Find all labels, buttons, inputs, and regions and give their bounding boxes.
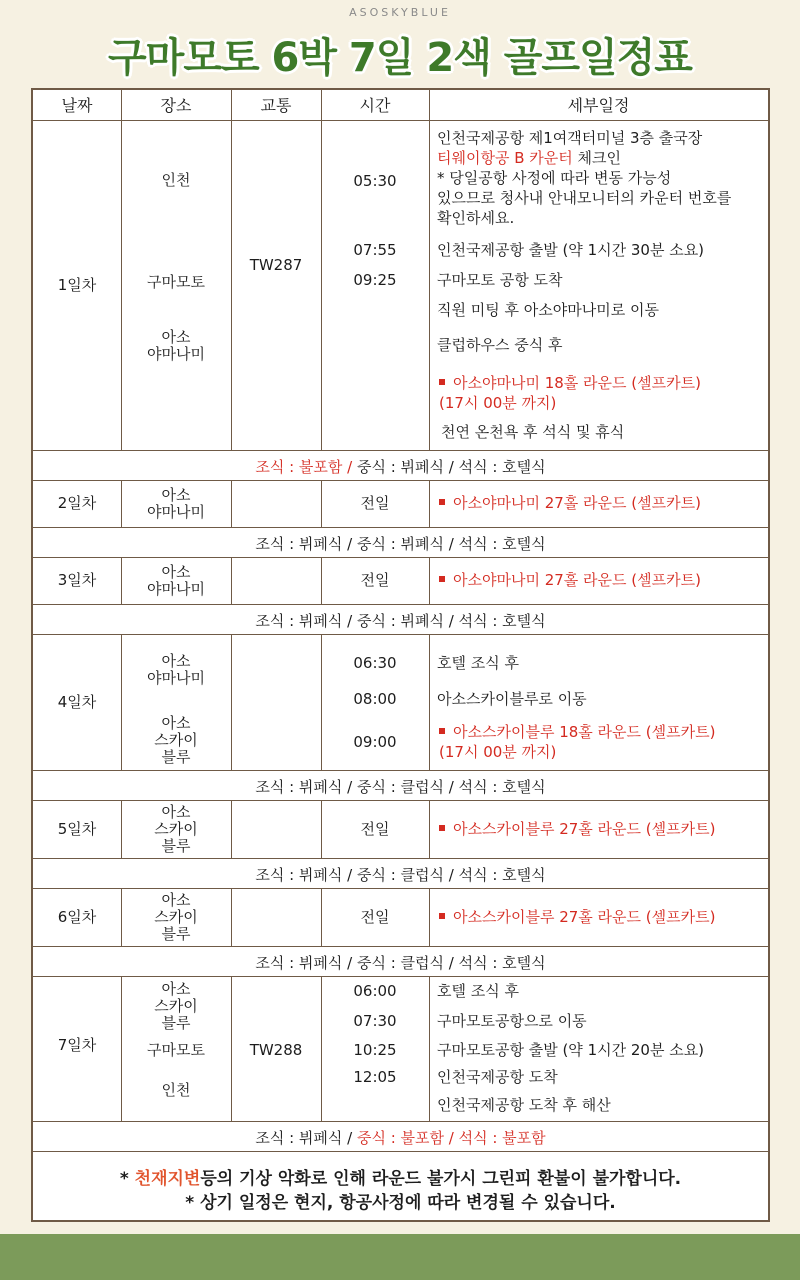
- header-place: 장소: [160, 95, 192, 115]
- day4-place-2: 아소 스카이 블루: [154, 713, 198, 766]
- day2-meal: 조식 : 뷔페식 / 중식 : 뷔폐식 / 석식 : 호텔식: [255, 535, 546, 553]
- day2-detail: 아소야마나미 27홀 라운드 (셀프카트): [439, 493, 701, 513]
- day4-time-1: 06:30: [353, 653, 397, 672]
- day1-place-incheon: 인천: [161, 170, 191, 189]
- day4-time-3: 09:00: [353, 732, 397, 751]
- day5-detail: 아소스카이블루 27홀 라운드 (셀프카트): [439, 819, 715, 839]
- day1-detail-6: 클럽하우스 중식 후: [437, 336, 563, 354]
- day7-time-2: 07:30: [353, 1011, 397, 1030]
- brand-watermark: ASOSKYBLUE: [349, 6, 451, 19]
- day1-label: 1일차: [57, 275, 97, 294]
- day2-time: 전일: [360, 494, 390, 512]
- day4-time-2: 08:00: [353, 689, 397, 708]
- day7-place-2: 구마모토: [147, 1040, 205, 1059]
- day3-meal: 조식 : 뷔페식 / 중식 : 뷔폐식 / 석식 : 호텔식: [255, 612, 546, 630]
- day2-place: 아소 야마나미: [147, 485, 205, 521]
- day1-detail-note: * 당일공항 사정에 따라 변동 가능성 있으므로 청사내 안내모니터의 카운터 번호를 확인하세요.: [437, 169, 732, 227]
- day1-detail-1: 인천국제공항 제1여객터미널 3층 출국장: [437, 129, 703, 147]
- day5-place: 아소 스카이 블루: [154, 802, 198, 855]
- notice-weather: * 천재지변등의 기상 악화로 인해 라운드 불가시 그린피 환불이 불가합니다.: [119, 1169, 682, 1189]
- day7-place-1: 아소 스카이 블루: [154, 979, 198, 1032]
- header-date: 날짜: [61, 95, 93, 115]
- day6-time: 전일: [360, 907, 390, 926]
- day3-label: 3일차: [57, 571, 97, 589]
- day1-meal: 조식 : 불포함 / 중식 : 뷔페식 / 석식 : 호텔식: [255, 458, 546, 476]
- header-details: 세부일정: [567, 95, 630, 115]
- day2-label: 2일차: [57, 494, 97, 512]
- day7-time-4: 12:05: [353, 1067, 397, 1086]
- day3-place: 아소 야마나미: [147, 562, 205, 598]
- day7-place-3: 인천: [161, 1080, 191, 1099]
- day7-detail-2: 구마모토공항으로 이동: [437, 1012, 587, 1030]
- day7-meal: 조식 : 뷔페식 / 중식 : 불포함 / 석식 : 불포함: [255, 1129, 546, 1147]
- day7-transport: TW288: [249, 1040, 303, 1059]
- day6-meal: 조식 : 뷔페식 / 중식 : 클럽식 / 석식 : 호텔식: [255, 954, 546, 972]
- schedule-table: [31, 88, 770, 1222]
- day1-time-1: 05:30: [353, 171, 397, 190]
- day7-label: 7일차: [57, 1035, 97, 1054]
- day1-detail-7: 천연 온천욕 후 석식 및 휴식: [441, 423, 625, 441]
- day5-label: 5일차: [57, 819, 97, 838]
- day1-place-aso: 아소 야마나미: [147, 328, 205, 363]
- page-title: 구마모토 6박 7일 2색 골프일정표: [108, 35, 692, 81]
- day1-counter-highlight: 티웨이항공 B 카운터: [437, 149, 573, 167]
- day7-time-3: 10:25: [353, 1040, 397, 1059]
- header-time: 시간: [359, 95, 391, 115]
- day4-meal: 조식 : 뷔페식 / 중식 : 클럽식 / 석식 : 호텔식: [255, 778, 546, 796]
- day1-transport: TW287: [249, 255, 303, 274]
- day1-place-kumamoto: 구마모토: [147, 272, 205, 291]
- header-transport: 교통: [260, 95, 292, 115]
- day4-place-1: 아소 야마나미: [147, 652, 205, 687]
- day3-time: 전일: [360, 571, 390, 589]
- day5-meal: 조식 : 뷔페식 / 중식 : 클럽식 / 석식 : 호텔식: [255, 866, 546, 884]
- day7-detail-1: 호텔 조식 후: [437, 982, 519, 1000]
- bottom-band: [0, 1234, 800, 1280]
- day5-time: 전일: [360, 819, 390, 838]
- day6-place: 아소 스카이 블루: [154, 890, 198, 943]
- day4-detail-round: 아소스카이블루 18홀 라운드 (셀프카트) (17시 00분 까지): [439, 723, 716, 761]
- day7-time-1: 06:00: [353, 981, 397, 1000]
- day1-detail-round: 아소야마나미 18홀 라운드 (셀프카트) (17시 00분 까지): [439, 374, 701, 412]
- day1-checkin: 체크인: [577, 149, 622, 167]
- day4-detail-2: 아소스카이블루로 이동: [437, 690, 587, 708]
- day4-label: 4일차: [57, 692, 97, 711]
- day1-detail-2: [437, 148, 621, 168]
- day4-detail-1: 호텔 조식 후: [437, 654, 519, 672]
- day3-detail: 아소야마나미 27홀 라운드 (셀프카트): [439, 570, 701, 590]
- day7-detail-5: 인천국제공항 도착 후 해산: [437, 1096, 611, 1114]
- day1-detail-4: 구마모토 공항 도착: [437, 271, 563, 289]
- day7-detail-4: 인천국제공항 도착: [437, 1068, 558, 1086]
- day1-detail-5: 직원 미팅 후 아소야마나미로 이동: [437, 301, 659, 319]
- notice-schedule-change: * 상기 일정은 현지, 항공사정에 따라 변경될 수 있습니다.: [185, 1193, 616, 1213]
- day1-detail-3: 인천국제공항 출발 (약 1시간 30분 소요): [437, 241, 705, 259]
- day7-detail-3: 구마모토공항 출발 (약 1시간 20분 소요): [437, 1041, 705, 1059]
- day6-detail: 아소스카이블루 27홀 라운드 (셀프카트): [439, 907, 715, 927]
- day1-time-2: 07:55: [353, 240, 397, 259]
- day1-time-3: 09:25: [353, 270, 397, 289]
- day6-label: 6일차: [57, 907, 97, 926]
